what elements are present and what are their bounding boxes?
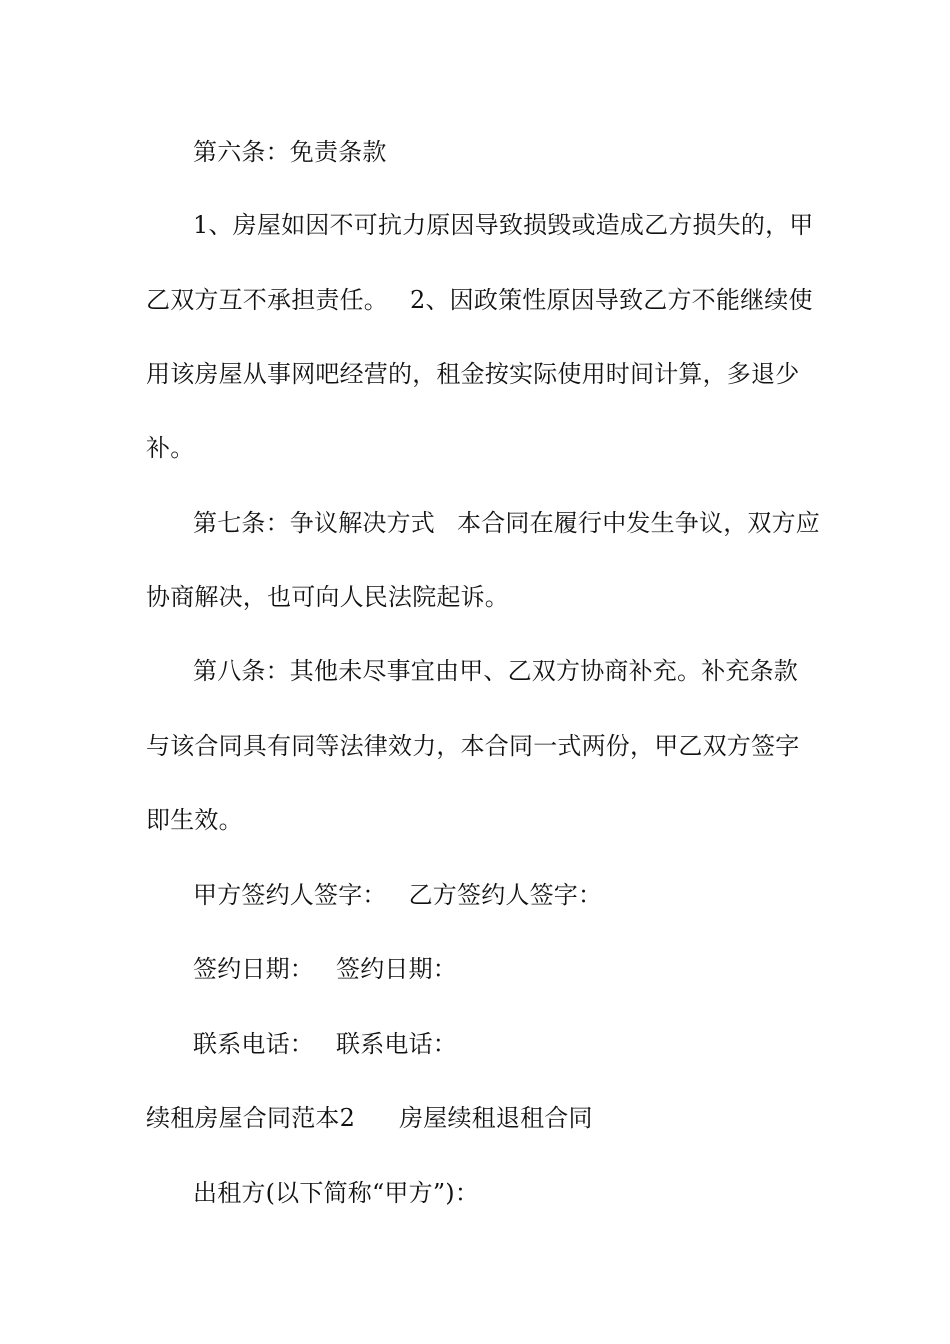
next-section-subtitle: 房屋续租退租合同 <box>399 1104 593 1132</box>
party-b-date-label: 签约日期： <box>336 955 457 983</box>
party-b-signer-label: 乙方签约人签字： <box>408 881 603 909</box>
party-b-phone-label: 联系电话： <box>336 1030 457 1058</box>
article-6-clause-1-line-1: 1、房屋如因不可抗力原因导致损毁或造成乙方损失的，甲 <box>193 211 814 239</box>
party-a-phone-label: 联系电话： <box>193 1030 314 1058</box>
party-a-signer-label: 甲方签约人签字： <box>193 881 387 909</box>
article-8-line-1: 第八条：其他未尽事宜由甲、乙双方协商补充。补充条款 <box>193 657 798 685</box>
phone-line <box>193 1028 873 1060</box>
clause-2-start: 2、因政策性原因导致乙方不能继续使 <box>410 286 813 314</box>
article-6-clause-line-2 <box>146 284 826 316</box>
article-8-line-2: 与该合同具有同等法律效力，本合同一式两份，甲乙双方签字 <box>146 732 800 760</box>
date-line <box>193 953 873 985</box>
article-7-text-start: 本合同在履行中发生争议，双方应 <box>457 509 820 537</box>
party-a-date-label: 签约日期： <box>193 955 314 983</box>
article-7-heading: 第七条：争议解决方式 <box>193 509 435 537</box>
next-section-heading <box>146 1102 826 1134</box>
article-8-line-3: 即生效。 <box>146 806 243 834</box>
article-6-clause-2-line-3: 补。 <box>146 434 195 462</box>
article-7-line-2: 协商解决，也可向人民法院起诉。 <box>146 583 509 611</box>
next-section-title: 续租房屋合同范本2 <box>146 1104 356 1132</box>
signature-line <box>193 879 873 911</box>
article-7-line-1 <box>193 507 873 539</box>
clause-1-end: 乙双方互不承担责任。 <box>146 286 388 314</box>
lessor-line: 出租方(以下简称“甲方”)： <box>193 1179 480 1207</box>
article-6-heading: 第六条：免责条款 <box>193 138 387 166</box>
article-6-clause-2-line-2: 用该房屋从事网吧经营的，租金按实际使用时间计算，多退少 <box>146 360 800 388</box>
